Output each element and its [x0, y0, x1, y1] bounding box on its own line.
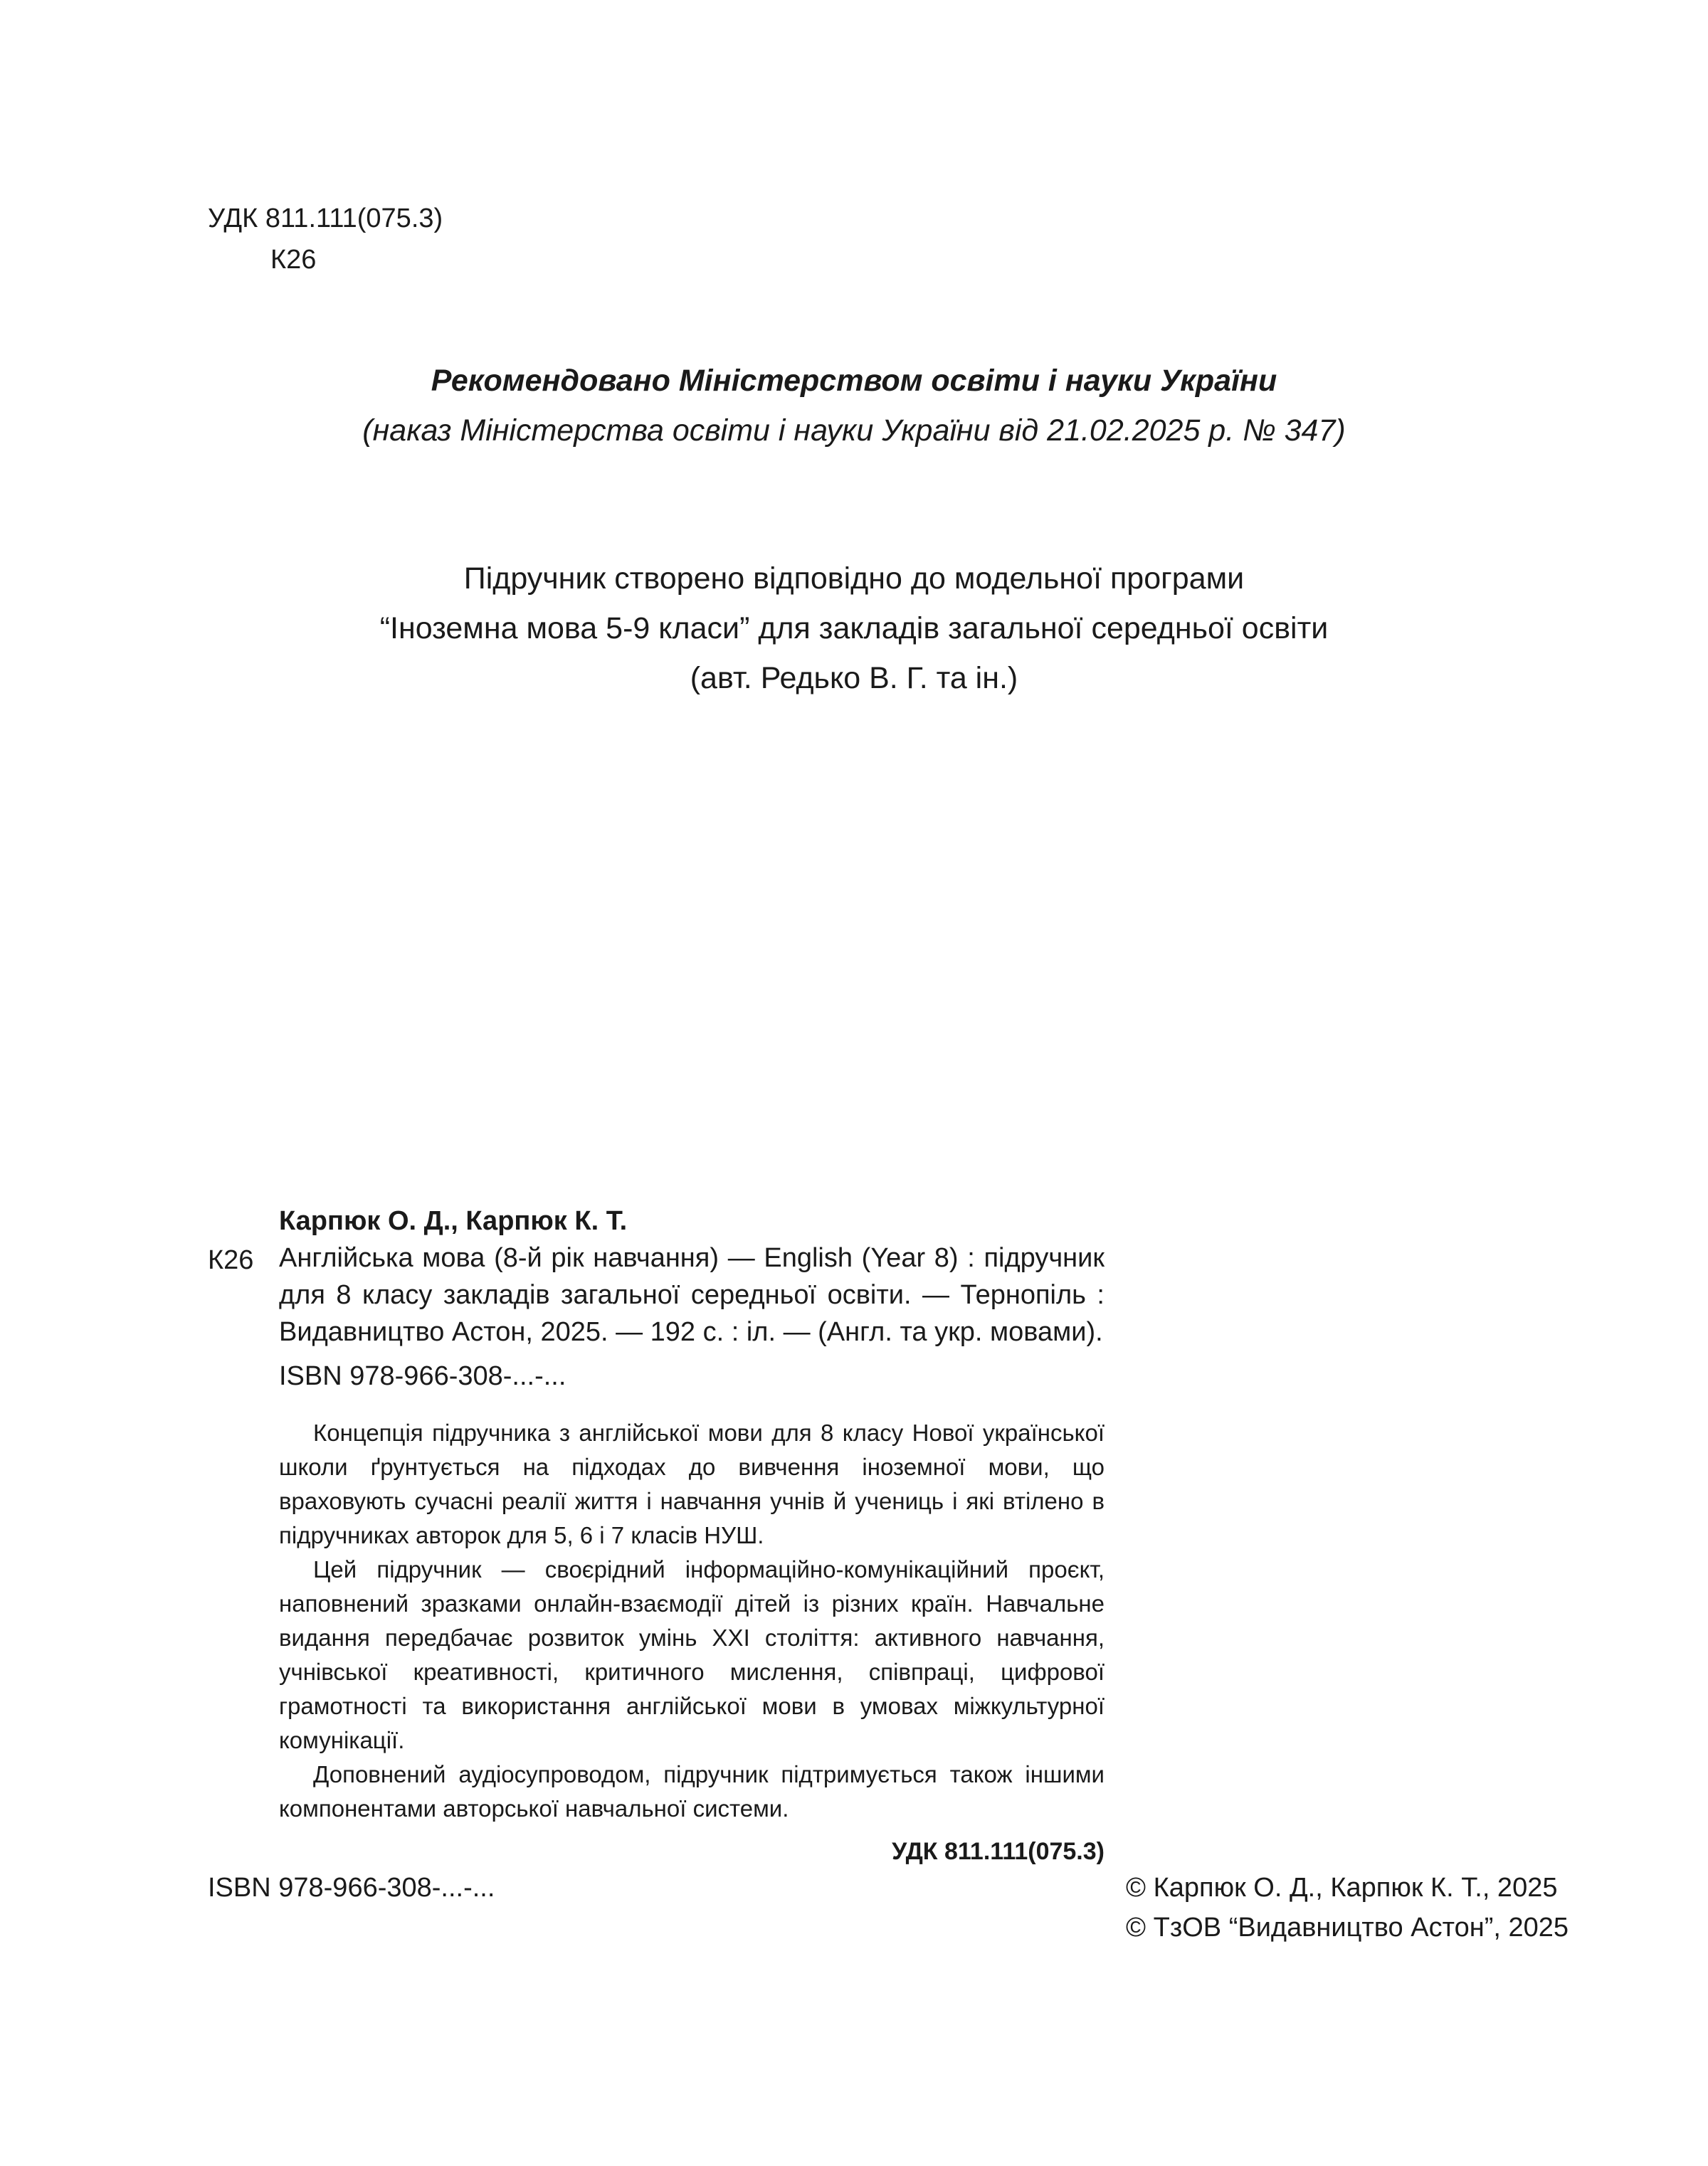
program-line-2: “Іноземна мова 5-9 класи” для закладів загальної середньої освіти: [379, 611, 1329, 645]
annotation-paragraph: Цей підручник — своєрідний інформаційно-комунікаційний проєкт, наповнений зразками онлайн-взаємодії дітей із різних країн. Навчальне видання передбачає розвиток умінь XXI століття: активного навчання, учнівської креативності, критичного мислення, співпраці, цифрової грамотності та використання англійської мови в умовах міжкультурної комунікації.: [279, 1556, 1105, 1753]
program-line-3: (авт. Редько В. Г. та ін.): [690, 661, 1018, 695]
card-author-mark: К26: [208, 1245, 254, 1275]
copyright-publisher: © ТзОВ “Видавництво Астон”, 2025: [1126, 1913, 1569, 1943]
card-isbn: ISBN 978-966-308-...-...: [279, 1361, 566, 1391]
annotation-paragraph: Концепція підручника з англійської мови для 8 класу Нової української школи ґрунтується на підходах до вивчення іноземної мови, що враховують сучасні реалії життя і навчання учнів й учениць і які втілено в підручниках авторок для 5, 6 і 7 класів НУШ.: [279, 1420, 1105, 1548]
card-bibliographic: Англійська мова (8-й рік навчання) — English (Year 8) : підручник для 8 класу закладів загальної середньої освіти. — Тернопіль : Видавництво Астон, 2025. — 192 с. : іл. — (Англ. та укр. мовами).: [279, 1243, 1105, 1347]
card-annotation: [279, 1416, 1105, 1826]
recommendation-order: (наказ Міністерства освіти і науки України від 21.02.2025 р. № 347): [362, 413, 1346, 448]
recommendation-title: Рекомендовано Міністерством освіти і науки України: [431, 364, 1277, 398]
recommendation-block: [0, 356, 1708, 455]
card-authors: Карпюк О. Д., Карпюк К. Т.: [279, 1206, 628, 1236]
copyright-authors: © Карпюк О. Д., Карпюк К. Т., 2025: [1126, 1873, 1558, 1903]
footer-isbn: ISBN 978-966-308-...-...: [208, 1873, 495, 1903]
annotation-paragraph: Доповнений аудіосупроводом, підручник підтримується також іншими компонентами авторської навчальної системи.: [279, 1761, 1105, 1822]
catalog-card: [279, 1203, 1105, 1870]
author-mark: К26: [270, 245, 317, 275]
udk-top-block: [208, 198, 443, 280]
program-block: [0, 554, 1708, 703]
program-line-1: Підручник створено відповідно до модельної програми: [463, 561, 1245, 596]
udk-code: УДК 811.111(075.3): [208, 204, 443, 233]
copyright-block: [1126, 1868, 1569, 1948]
card-udk: УДК 811.111(075.3): [892, 1838, 1105, 1865]
